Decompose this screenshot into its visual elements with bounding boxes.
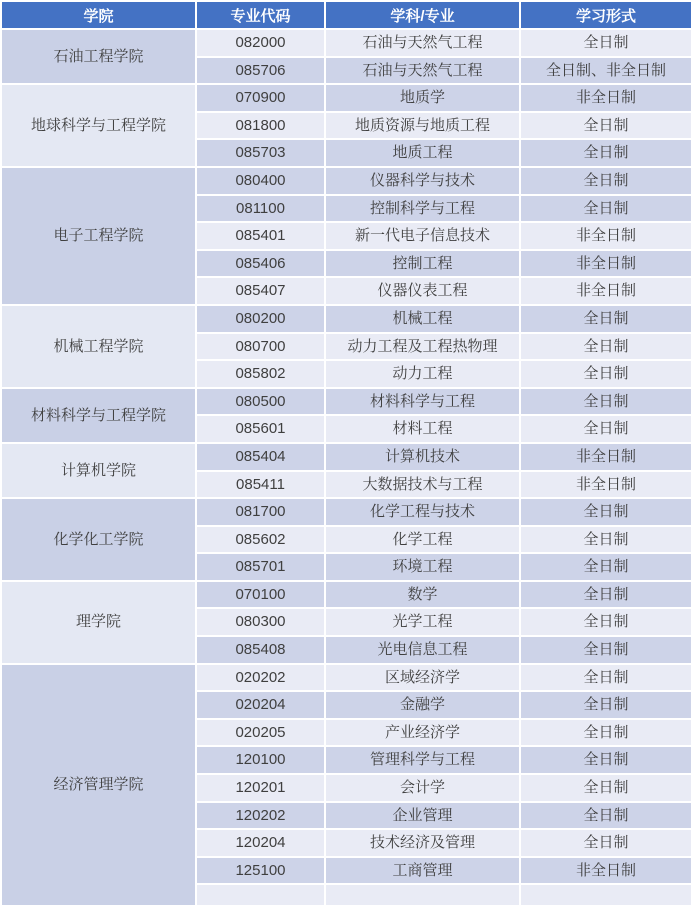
table-row — [2, 30, 691, 56]
table-row — [2, 389, 691, 415]
major-cell: 地质工程 — [326, 140, 519, 166]
code-cell: 120204 — [197, 830, 324, 856]
code-cell: 085411 — [197, 472, 324, 498]
code-cell: 085404 — [197, 444, 324, 470]
table-row — [2, 306, 691, 332]
major-cell: 企业管理 — [326, 803, 519, 829]
form-cell: 全日制 — [521, 775, 691, 801]
code-cell: 085401 — [197, 223, 324, 249]
major-cell: 材料工程 — [326, 416, 519, 442]
header-cell-code: 专业代码 — [197, 2, 324, 28]
code-cell: 120201 — [197, 775, 324, 801]
form-cell — [521, 885, 691, 905]
code-cell: 070900 — [197, 85, 324, 111]
major-cell: 大数据技术与工程 — [326, 472, 519, 498]
form-cell: 非全日制 — [521, 278, 691, 304]
form-cell: 非全日制 — [521, 858, 691, 884]
major-cell: 产业经济学 — [326, 720, 519, 746]
table-row — [2, 665, 691, 691]
header-row — [2, 2, 691, 28]
major-cell — [326, 885, 519, 905]
code-cell: 085802 — [197, 361, 324, 387]
major-cell: 化学工程与技术 — [326, 499, 519, 525]
code-cell: 085407 — [197, 278, 324, 304]
major-cell: 地质资源与地质工程 — [326, 113, 519, 139]
college-cell: 石油工程学院 — [2, 30, 195, 83]
code-cell: 080300 — [197, 609, 324, 635]
form-cell: 全日制 — [521, 140, 691, 166]
code-cell — [197, 885, 324, 905]
college-cell: 机械工程学院 — [2, 306, 195, 387]
major-cell: 石油与天然气工程 — [326, 58, 519, 84]
college-cell: 计算机学院 — [2, 444, 195, 497]
code-cell: 085406 — [197, 251, 324, 277]
form-cell: 全日制 — [521, 665, 691, 691]
major-cell: 金融学 — [326, 692, 519, 718]
form-cell: 全日制 — [521, 637, 691, 663]
major-cell: 管理科学与工程 — [326, 747, 519, 773]
code-cell: 080400 — [197, 168, 324, 194]
major-cell: 动力工程及工程热物理 — [326, 334, 519, 360]
code-cell: 081800 — [197, 113, 324, 139]
header-cell-major: 学科/专业 — [326, 2, 519, 28]
form-cell: 全日制 — [521, 747, 691, 773]
major-cell: 技术经济及管理 — [326, 830, 519, 856]
form-cell: 全日制 — [521, 389, 691, 415]
code-cell: 085602 — [197, 527, 324, 553]
code-cell: 070100 — [197, 582, 324, 608]
major-cell: 机械工程 — [326, 306, 519, 332]
form-cell: 非全日制 — [521, 444, 691, 470]
form-cell: 全日制 — [521, 113, 691, 139]
code-cell: 080200 — [197, 306, 324, 332]
form-cell: 全日制 — [521, 527, 691, 553]
form-cell: 全日制 — [521, 30, 691, 56]
form-cell: 全日制 — [521, 334, 691, 360]
code-cell: 125100 — [197, 858, 324, 884]
college-cell: 经济管理学院 — [2, 665, 195, 906]
form-cell: 全日制 — [521, 196, 691, 222]
code-cell: 082000 — [197, 30, 324, 56]
code-cell: 085703 — [197, 140, 324, 166]
table-row — [2, 168, 691, 194]
major-cell: 光电信息工程 — [326, 637, 519, 663]
code-cell: 020202 — [197, 665, 324, 691]
major-cell: 石油与天然气工程 — [326, 30, 519, 56]
major-cell: 动力工程 — [326, 361, 519, 387]
major-cell: 光学工程 — [326, 609, 519, 635]
form-cell: 全日制 — [521, 803, 691, 829]
major-cell: 控制工程 — [326, 251, 519, 277]
major-cell: 仪器仪表工程 — [326, 278, 519, 304]
college-cell: 电子工程学院 — [2, 168, 195, 304]
form-cell: 全日制 — [521, 609, 691, 635]
code-cell: 085408 — [197, 637, 324, 663]
code-cell: 080700 — [197, 334, 324, 360]
form-cell: 非全日制 — [521, 251, 691, 277]
code-cell: 020204 — [197, 692, 324, 718]
college-cell: 地球科学与工程学院 — [2, 85, 195, 166]
form-cell: 非全日制 — [521, 472, 691, 498]
code-cell: 081700 — [197, 499, 324, 525]
table-body — [2, 30, 691, 905]
college-cell: 理学院 — [2, 582, 195, 663]
college-cell: 化学化工学院 — [2, 499, 195, 580]
major-cell: 新一代电子信息技术 — [326, 223, 519, 249]
table-row — [2, 499, 691, 525]
table-header — [2, 2, 691, 28]
table-row — [2, 444, 691, 470]
major-cell: 化学工程 — [326, 527, 519, 553]
form-cell: 非全日制 — [521, 223, 691, 249]
table-row — [2, 582, 691, 608]
major-cell: 工商管理 — [326, 858, 519, 884]
code-cell: 085701 — [197, 554, 324, 580]
code-cell: 080500 — [197, 389, 324, 415]
major-cell: 材料科学与工程 — [326, 389, 519, 415]
major-cell: 数学 — [326, 582, 519, 608]
code-cell: 081100 — [197, 196, 324, 222]
form-cell: 全日制 — [521, 361, 691, 387]
code-cell: 085601 — [197, 416, 324, 442]
major-cell: 控制科学与工程 — [326, 196, 519, 222]
table-row — [2, 85, 691, 111]
code-cell: 120202 — [197, 803, 324, 829]
form-cell: 全日制 — [521, 168, 691, 194]
code-cell: 120100 — [197, 747, 324, 773]
major-cell: 计算机技术 — [326, 444, 519, 470]
form-cell: 全日制 — [521, 582, 691, 608]
college-cell: 材料科学与工程学院 — [2, 389, 195, 442]
form-cell: 全日制 — [521, 720, 691, 746]
major-cell: 地质学 — [326, 85, 519, 111]
form-cell: 全日制 — [521, 416, 691, 442]
header-cell-form: 学习形式 — [521, 2, 691, 28]
major-cell: 区域经济学 — [326, 665, 519, 691]
form-cell: 全日制 — [521, 306, 691, 332]
form-cell: 全日制、非全日制 — [521, 58, 691, 84]
form-cell: 全日制 — [521, 692, 691, 718]
code-cell: 085706 — [197, 58, 324, 84]
major-cell: 仪器科学与技术 — [326, 168, 519, 194]
form-cell: 全日制 — [521, 499, 691, 525]
major-cell: 会计学 — [326, 775, 519, 801]
header-cell-college: 学院 — [2, 2, 195, 28]
form-cell: 全日制 — [521, 830, 691, 856]
form-cell: 全日制 — [521, 554, 691, 580]
code-cell: 020205 — [197, 720, 324, 746]
form-cell: 非全日制 — [521, 85, 691, 111]
major-cell: 环境工程 — [326, 554, 519, 580]
